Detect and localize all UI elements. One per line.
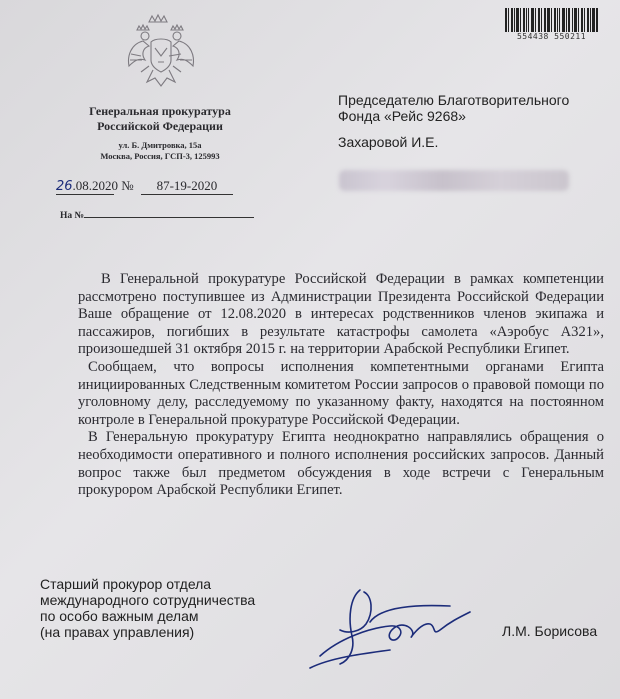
redacted-address	[339, 170, 569, 191]
registration-date	[56, 178, 119, 195]
body-paragraph-1: В Генеральной прокуратуре Российской Федерации в рамках компетенции рассмотрено поступившее из Администрации Президента Российской Федерации Ваше обращение от 12.08.2020 в интересах родственников членов экипажа и пассажиров, погибших в результате катастрофы самолета «Аэробус А321», произошедшей 31 октября 2015 г. на территории Арабской Республики Египет.	[78, 271, 604, 358]
body-paragraph-3: В Генеральную прокуратуру Египта неоднократно направлялись обращения о необходимости оперативного и полного исполнения российских запросов. Данный вопрос также был предметом обсуждения в ходе встречи с Генеральным прокурором Арабской Республики Египет.	[78, 429, 604, 499]
signatory-title-line4: (на правах управления)	[40, 624, 195, 640]
recipient-line2: Фонда «Рейс 9268»	[338, 108, 466, 124]
org-address-line1: ул. Б. Дмитровка, 15а	[118, 140, 202, 150]
recipient-line3: Захаровой И.Е.	[338, 134, 439, 150]
letter-body	[78, 271, 604, 500]
body-paragraph-2: Сообщаем, что вопросы исполнения компетентными органами Египта инициированных Следственным комитетом России запросов о правовой помощи по уголовному делу, расследуемому по указанному факту, находятся на постоянном контроле в Генеральной прокуратуре Российской Федерации.	[78, 358, 604, 428]
signatory-title-line3: по особо важным делам	[40, 608, 199, 624]
coat-of-arms-icon	[123, 8, 199, 94]
registration-number: 87-19-2020	[141, 178, 233, 195]
barcode-number: 554438 550211	[516, 32, 587, 41]
registration-day: 26	[56, 179, 73, 194]
org-address-line2: Москва, Россия, ГСП-3, 125993	[100, 151, 220, 161]
reference-row	[60, 209, 254, 221]
recipient-block	[338, 92, 569, 150]
handwritten-signature	[300, 578, 490, 673]
barcode-icon	[505, 8, 598, 32]
signatory-title	[40, 576, 255, 640]
registration-row	[56, 178, 233, 195]
org-name-line2: Российской Федерации	[97, 119, 223, 133]
reference-label: На №	[60, 211, 85, 221]
registration-date-rest: .08.2020	[72, 178, 119, 193]
signatory-name: Л.М. Борисова	[502, 623, 598, 639]
org-name-line1: Генеральная прокуратура	[89, 104, 231, 118]
signatory-title-line2: международного сотрудничества	[40, 592, 256, 608]
signatory-title-line1: Старший прокурор отдела	[40, 576, 212, 592]
recipient-line1: Председателю Благотворительного	[338, 92, 570, 108]
reference-blank-line	[84, 209, 254, 218]
registration-no-label: №	[121, 178, 134, 193]
